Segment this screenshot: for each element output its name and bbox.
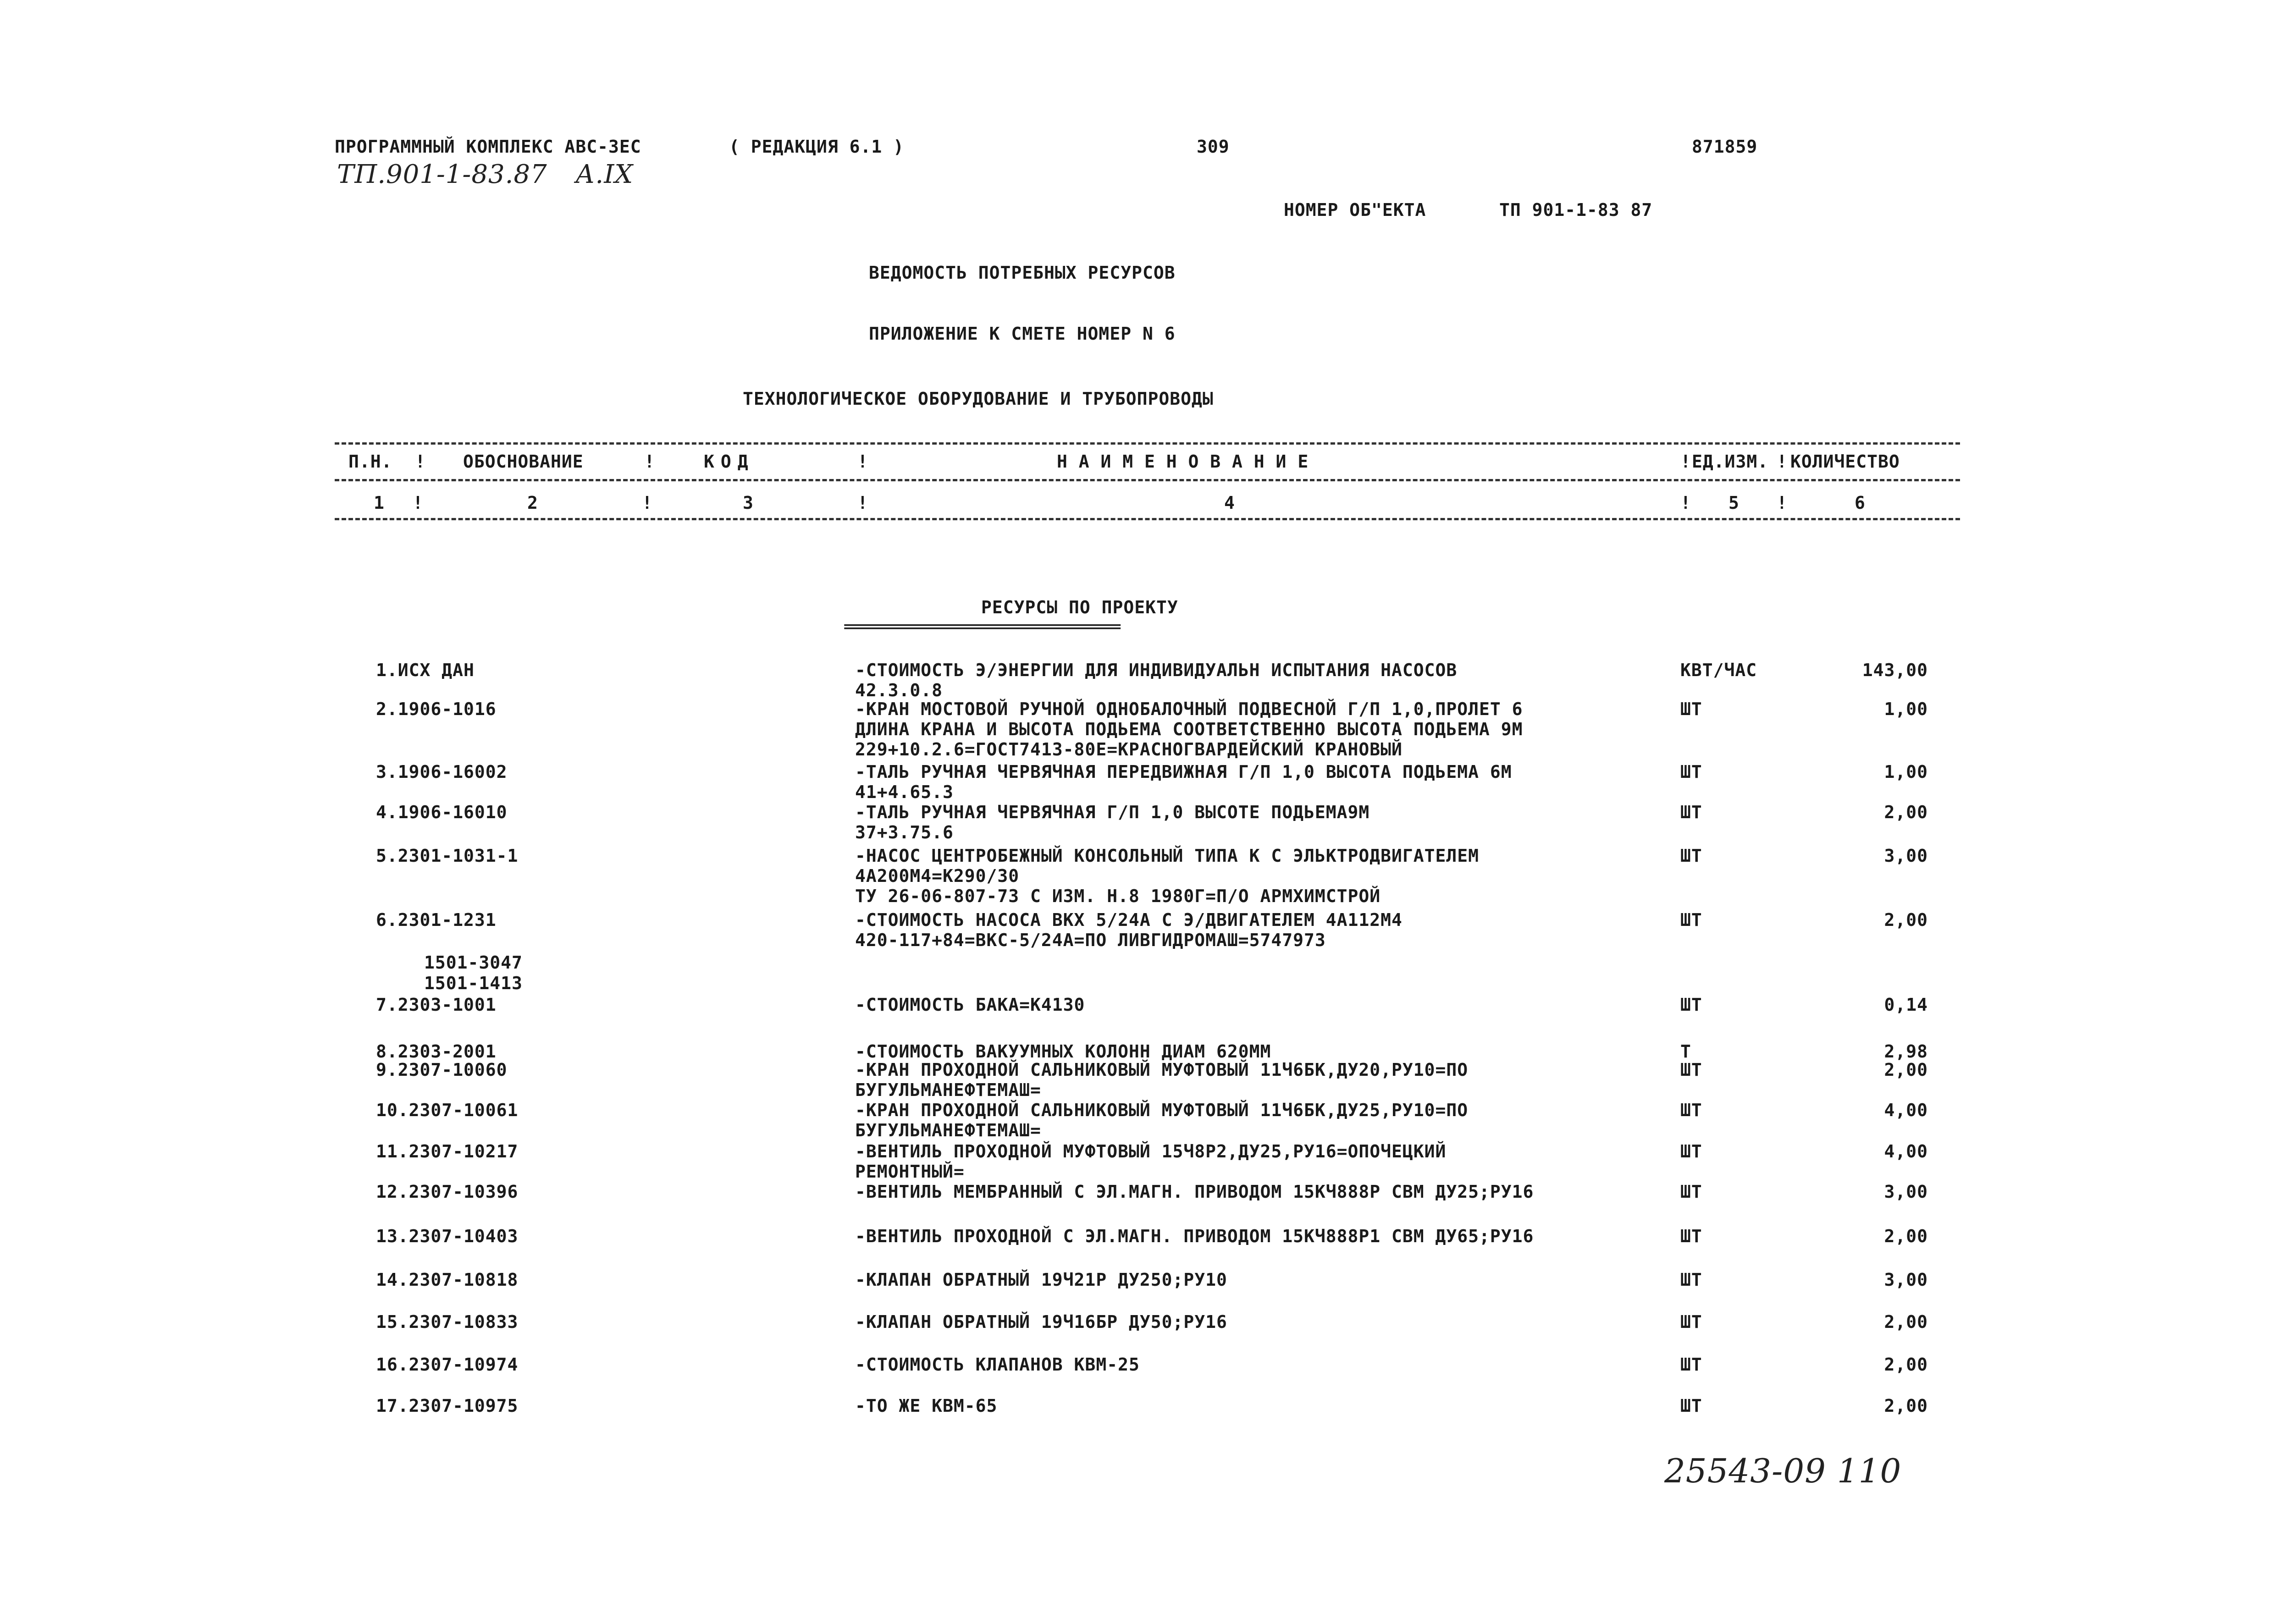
row-name-line: -СТОИМОСТЬ КЛАПАНОВ КВМ-25 [855,1354,1140,1375]
row-name-line: -ТО ЖЕ КВМ-65 [855,1396,998,1416]
row-quantity: 2,00 [1884,1226,1928,1246]
header-rule-middle [335,479,1960,481]
column-separator: ! [1680,451,1691,472]
row-unit: ШТ [1680,1226,1702,1246]
row-name-line: -НАСОС ЦЕНТРОБЕЖНЫЙ КОНСОЛЬНЫЙ ТИПА К С ЭЛЬКТРОДВИГАТЕЛЕМ [855,846,1480,866]
row-quantity: 0,14 [1884,995,1928,1015]
row-name-line: 42.3.0.8 [855,680,943,700]
row-unit: ШТ [1680,1100,1702,1120]
row-quantity: 1,00 [1884,762,1928,782]
column-number-1: 1 [374,493,385,513]
row-code: 17.2307-10975 [376,1396,519,1416]
row-code: 10.2307-10061 [376,1100,519,1120]
row-name-line: -КЛАПАН ОБРАТНЫЙ 19Ч21Р ДУ250;РУ10 [855,1270,1227,1290]
column-header-justification: ОБОСНОВАНИЕ [463,451,584,472]
row-code: 3.1906-16002 [376,762,508,782]
row-name-line: -ВЕНТИЛЬ ПРОХОДНОЙ МУФТОВЫЙ 15Ч8Р2,ДУ25,РУ16=ОПОЧЕЦКИЙ [855,1141,1447,1162]
row-name-line: -СТОИМОСТЬ БАКА=К4130 [855,995,1085,1015]
row-name-line: РЕМОНТНЫЙ= [855,1162,965,1182]
row-unit: ШТ [1680,846,1702,866]
row-name [855,1141,1446,1182]
row-extra-code: 1501-1413 [424,973,523,993]
row-unit: ШТ [1680,995,1702,1015]
row-name-line: 420-117+84=ВКС-5/24А=ПО ЛИВГИДРОМАШ=5747973 [855,930,1326,950]
row-code: 1.ИСХ ДАН [376,660,475,680]
column-separator: ! [642,493,653,513]
row-name-line: -КРАН ПРОХОДНОЙ САЛЬНИКОВЫЙ МУФТОВЫЙ 11Ч6БК,ДУ20,РУ10=ПО [855,1060,1469,1080]
column-separator: ! [644,451,655,472]
column-separator: ! [413,493,424,513]
row-quantity: 4,00 [1884,1141,1928,1162]
handwritten-album: А.IX [575,160,634,189]
row-name-line: -КРАН МОСТОВОЙ РУЧНОЙ ОДНОБАЛОЧНЫЙ ПОДВЕСНОЙ Г/П 1,0,ПРОЛЕТ 6 [855,699,1523,719]
resources-section-underline: ======================================== [844,619,1120,635]
column-number-2: 2 [527,493,538,513]
row-name [855,699,1523,760]
row-quantity: 143,00 [1862,660,1928,680]
program-name: ПРОГРАММНЫЙ КОМПЛЕКС АВС-3ЕС [335,137,641,157]
section-title: ТЕХНОЛОГИЧЕСКОЕ ОБОРУДОВАНИЕ И ТРУБОПРОВОДЫ [743,389,1214,409]
document-title: ВЕДОМОСТЬ ПОТРЕБНЫХ РЕСУРСОВ [869,263,1176,283]
row-unit: ШТ [1680,1270,1702,1290]
row-code: 5.2301-1031-1 [376,846,519,866]
row-unit: ШТ [1680,910,1702,930]
row-unit: ШТ [1680,802,1702,822]
row-quantity: 3,00 [1884,1270,1928,1290]
column-separator: ! [1680,493,1691,513]
row-code: 16.2307-10974 [376,1354,519,1375]
column-header-name: Н А И М Е Н О В А Н И Е [1057,451,1309,472]
row-name-line: -СТОИМОСТЬ НАСОСА ВКХ 5/24А С Э/ДВИГАТЕЛЕМ 4А112М4 [855,910,1403,930]
handwritten-project-code: ТП.901-1-83.87 [337,160,547,189]
row-extra-code: 1501-3047 [424,952,523,973]
row-name [855,1354,1140,1375]
row-name-line: 41+4.65.3 [855,782,954,802]
row-code: 15.2307-10833 [376,1312,519,1332]
row-quantity: 2,00 [1884,1312,1928,1332]
row-name-line: -СТОИМОСТЬ Э/ЭНЕРГИИ ДЛЯ ИНДИВИДУАЛЬН ИСПЫТАНИЯ НАСОСОВ [855,660,1458,680]
row-quantity: 2,98 [1884,1041,1928,1062]
column-number-4: 4 [1224,493,1235,513]
row-name-line: БУГУЛЬМАНЕФТЕМАШ= [855,1080,1041,1100]
row-code: 6.2301-1231 [376,910,497,930]
row-name-line: 4А200М4=К290/30 [855,866,1020,886]
row-name [855,995,1085,1015]
row-unit: ШТ [1680,699,1702,719]
row-code: 12.2307-10396 [376,1182,519,1202]
column-header-unit: ЕД.ИЗМ. [1692,451,1769,472]
object-number-value: ТП 901-1-83 87 [1499,200,1653,220]
appendix-title: ПРИЛОЖЕНИЕ К СМЕТЕ НОМЕР N 6 [869,324,1176,344]
row-name-line: 37+3.75.6 [855,822,954,842]
column-separator: ! [857,493,868,513]
row-name-line: 229+10.2.6=ГОСТ7413-80Е=КРАСНОГВАРДЕЙСКИЙ КРАНОВЫЙ [855,739,1403,760]
row-code: 11.2307-10217 [376,1141,519,1162]
row-name-line: -КЛАПАН ОБРАТНЫЙ 19Ч16БР ДУ50;РУ16 [855,1312,1227,1332]
row-quantity: 2,00 [1884,1060,1928,1080]
handwritten-footer-number: 25543-09 110 [1664,1452,1902,1490]
row-unit: ШТ [1680,1396,1702,1416]
column-number-5: 5 [1728,493,1739,513]
row-unit: ШТ [1680,1060,1702,1080]
row-unit: ШТ [1680,1312,1702,1332]
row-unit: ШТ [1680,1182,1702,1202]
row-unit: КВТ/ЧАС [1680,660,1757,680]
row-code: 4.1906-16010 [376,802,508,822]
column-separator: ! [857,451,868,472]
column-separator: ! [1777,493,1788,513]
object-number-label: НОМЕР ОБ"ЕКТА [1284,200,1426,220]
row-unit: ШТ [1680,1354,1702,1375]
column-header-code: КОД [704,451,755,472]
row-code: 8.2303-2001 [376,1041,497,1062]
row-name-line: БУГУЛЬМАНЕФТЕМАШ= [855,1120,1041,1140]
row-quantity: 2,00 [1884,1396,1928,1416]
header-rule-top [335,442,1960,445]
row-name [855,762,1512,802]
row-name-line: -ВЕНТИЛЬ ПРОХОДНОЙ С ЭЛ.МАГН. ПРИВОДОМ 15КЧ888Р1 СВМ ДУ65;РУ16 [855,1226,1534,1246]
row-name [855,1100,1468,1140]
row-quantity: 2,00 [1884,1354,1928,1375]
header-rule-bottom [335,518,1960,520]
column-header-quantity: КОЛИЧЕСТВО [1790,451,1900,472]
row-name [855,802,1369,842]
row-code: 14.2307-10818 [376,1270,519,1290]
row-name-line: -КРАН ПРОХОДНОЙ САЛЬНИКОВЫЙ МУФТОВЫЙ 11Ч6БК,ДУ25,РУ10=ПО [855,1100,1469,1120]
document-number: 871859 [1692,137,1758,157]
row-name-line: -СТОИМОСТЬ ВАКУУМНЫХ КОЛОНН ДИАМ 620ММ [855,1041,1271,1062]
row-quantity: 3,00 [1884,846,1928,866]
row-name-line: -ТАЛЬ РУЧНАЯ ЧЕРВЯЧНАЯ ПЕРЕДВИЖНАЯ Г/П 1,0 ВЫСОТА ПОДЬЕМА 6М [855,762,1512,782]
row-name [855,1226,1534,1246]
row-name [855,1270,1227,1290]
row-name [855,846,1479,906]
row-name [855,1060,1468,1100]
row-name [855,1312,1227,1332]
page-number: 309 [1197,137,1230,157]
row-name [855,1182,1534,1202]
row-name-line: -ТАЛЬ РУЧНАЯ ЧЕРВЯЧНАЯ Г/П 1,0 ВЫСОТЕ ПОДЬЕМА9М [855,802,1370,822]
row-name-line: ТУ 26-06-807-73 С ИЗМ. Н.8 1980Г=П/О АРМХИМСТРОЙ [855,886,1381,906]
column-number-3: 3 [743,493,754,513]
row-name [855,660,1457,700]
row-unit: ШТ [1680,762,1702,782]
resources-section-title: РЕСУРСЫ ПО ПРОЕКТУ [981,597,1178,617]
row-name [855,1396,997,1416]
row-name [855,910,1403,950]
column-header-pn: П.Н. [348,451,392,472]
row-quantity: 2,00 [1884,910,1928,930]
row-quantity: 4,00 [1884,1100,1928,1120]
row-name-line: -ВЕНТИЛЬ МЕМБРАННЫЙ С ЭЛ.МАГН. ПРИВОДОМ 15КЧ888Р СВМ ДУ25;РУ16 [855,1182,1534,1202]
row-quantity: 3,00 [1884,1182,1928,1202]
edition-label: ( РЕДАКЦИЯ 6.1 ) [729,137,905,157]
row-unit: Т [1680,1041,1691,1062]
row-quantity: 2,00 [1884,802,1928,822]
column-separator: ! [415,451,426,472]
column-separator: ! [1777,451,1788,472]
row-unit: ШТ [1680,1141,1702,1162]
row-code: 9.2307-10060 [376,1060,508,1080]
row-name [855,1041,1271,1062]
row-quantity: 1,00 [1884,699,1928,719]
column-number-6: 6 [1855,493,1866,513]
row-name-line: ДЛИНА КРАНА И ВЫСОТА ПОДЬЕМА СООТВЕТСТВЕННО ВЫСОТА ПОДЬЕМА 9М [855,719,1523,739]
row-code: 2.1906-1016 [376,699,497,719]
row-code: 13.2307-10403 [376,1226,519,1246]
row-code: 7.2303-1001 [376,995,497,1015]
